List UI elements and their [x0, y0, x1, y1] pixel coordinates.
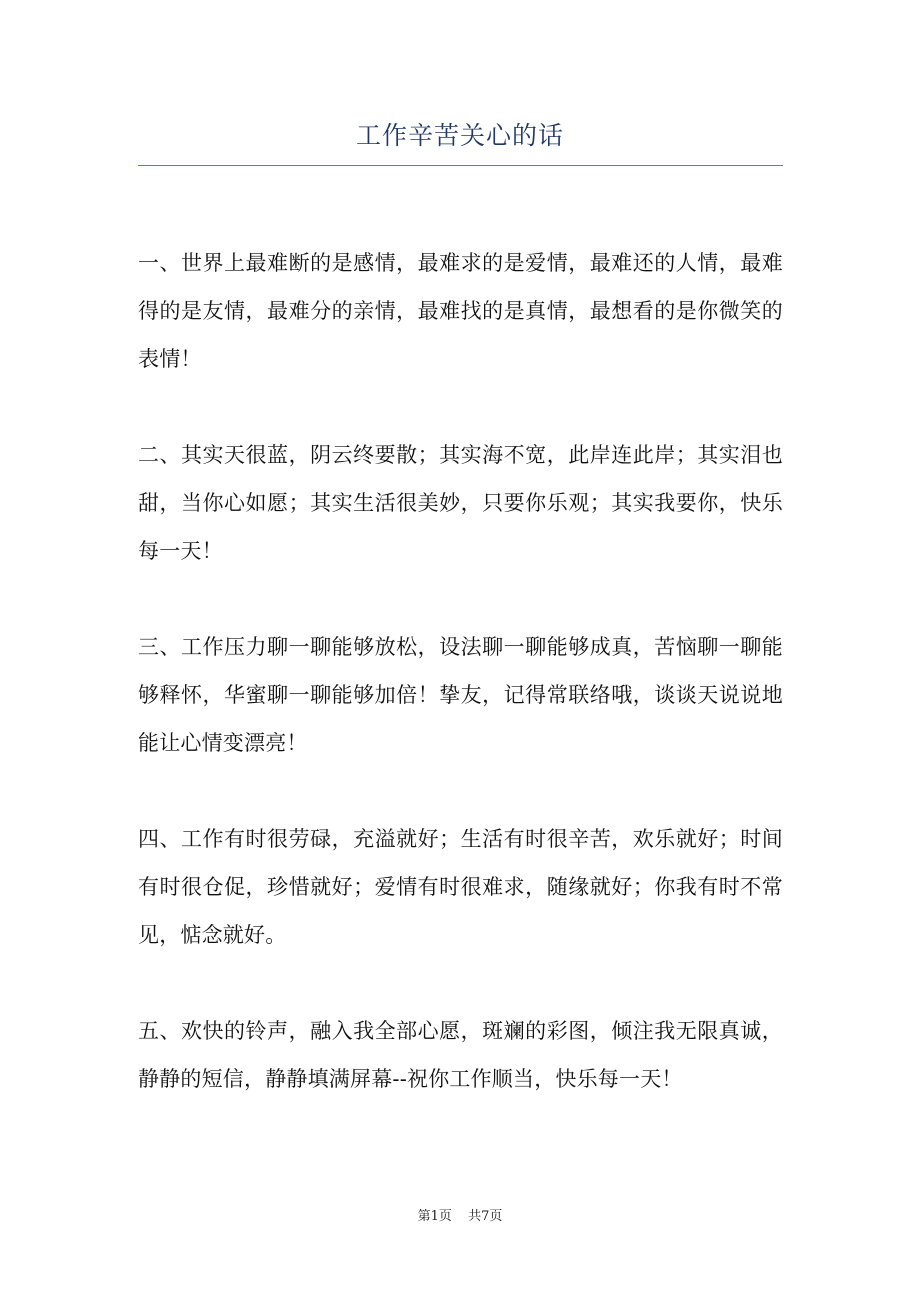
page-footer	[0, 1205, 920, 1224]
page-number: 第1页	[417, 1209, 452, 1224]
paragraph-5: 五、欢快的铃声，融入我全部心愿，斑斓的彩图，倾注我无限真诚，静静的短信，静静填满屏幕--祝你工作顺当，快乐每一天！	[138, 1019, 783, 1091]
page-total: 共7页	[468, 1209, 503, 1224]
document-body	[138, 239, 783, 1151]
paragraph-4: 四、工作有时很劳碌，充溢就好；生活有时很辛苦，欢乐就好；时间有时很仓促，珍惜就好；爱情有时很难求，随缘就好；你我有时不常见，惦念就好。	[138, 827, 783, 947]
paragraph-1: 一、世界上最难断的是感情，最难求的是爱情，最难还的人情，最难得的是友情，最难分的亲情，最难找的是真情，最想看的是你微笑的表情！	[138, 251, 783, 371]
title-divider	[138, 165, 783, 166]
paragraph-2: 二、其实天很蓝，阴云终要散；其实海不宽，此岸连此岸；其实泪也甜，当你心如愿；其实生活很美妙，只要你乐观；其实我要你，快乐每一天！	[138, 443, 783, 563]
page-title: 工作辛苦关心的话	[355, 121, 564, 150]
paragraph-3: 三、工作压力聊一聊能够放松，设法聊一聊能够成真，苦恼聊一聊能够释怀，华蜜聊一聊能够加倍！挚友，记得常联络哦，谈谈天说说地能让心情变漂亮！	[138, 635, 783, 755]
